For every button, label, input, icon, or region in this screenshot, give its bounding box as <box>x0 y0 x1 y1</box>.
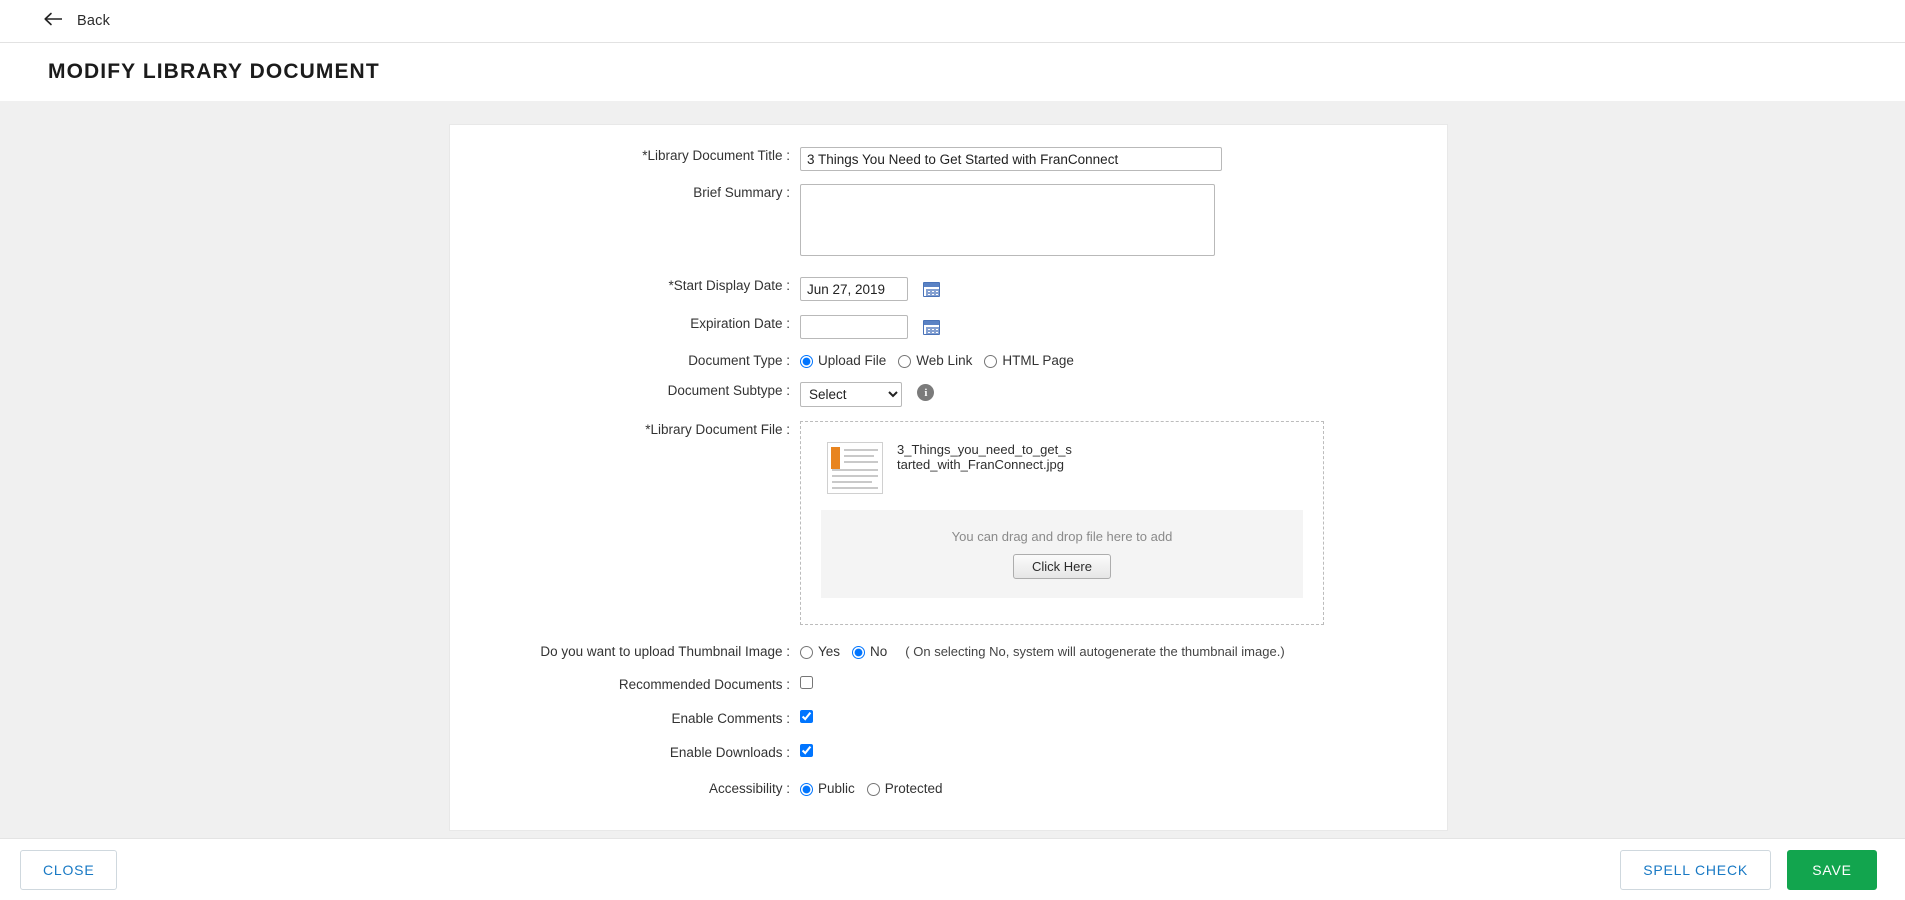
radio-label-html-page: HTML Page <box>1002 353 1074 368</box>
radio-document-type-upload-file[interactable] <box>800 352 886 370</box>
label-brief-summary: Brief Summary : <box>693 185 790 200</box>
library-document-title-input[interactable] <box>800 147 1222 171</box>
label-expiration-date: Expiration Date : <box>690 316 790 331</box>
field-enable-comments <box>800 710 1447 728</box>
label-enable-comments: Enable Comments : <box>671 711 790 726</box>
uploaded-file-name: 3_Things_you_need_to_get_started_with_FranConnect.jpg <box>897 442 1072 472</box>
footer-bar <box>0 838 1905 900</box>
page-title-bar <box>0 43 1905 101</box>
label-library-document-file: *Library Document File : <box>645 422 790 437</box>
radio-label-protected: Protected <box>884 781 943 796</box>
label-thumbnail-upload: Do you want to upload Thumbnail Image : <box>540 644 790 659</box>
radio-input-thumbnail-yes[interactable] <box>800 646 813 659</box>
radio-document-type-html-page[interactable] <box>984 352 1074 370</box>
row-brief-summary <box>450 184 1447 261</box>
back-button[interactable] <box>44 12 110 31</box>
radio-input-html-page[interactable] <box>984 355 997 368</box>
enable-downloads-checkbox[interactable] <box>800 744 813 757</box>
label-recommended-documents: Recommended Documents : <box>618 677 790 692</box>
row-expiration-date <box>450 315 1447 339</box>
radio-document-type-web-link[interactable] <box>898 352 972 370</box>
arrow-left-icon <box>44 12 63 31</box>
label-accessibility: Accessibility : <box>708 781 790 796</box>
radio-label-public: Public <box>818 781 855 796</box>
spell-check-button[interactable]: SPELL CHECK <box>1620 850 1771 890</box>
radio-input-upload-file[interactable] <box>800 355 813 368</box>
calendar-icon-expiration-date[interactable] <box>923 320 940 335</box>
label-library-document-title: *Library Document Title : <box>642 148 790 163</box>
field-library-document-title <box>800 147 1447 171</box>
page-title: MODIFY LIBRARY DOCUMENT <box>48 60 380 83</box>
field-enable-downloads <box>800 744 1447 762</box>
field-thumbnail-upload <box>800 643 1447 661</box>
row-document-type <box>450 352 1447 370</box>
field-document-subtype <box>800 382 1447 407</box>
file-dropzone[interactable] <box>800 421 1324 625</box>
radio-label-thumbnail-yes: Yes <box>818 644 841 659</box>
field-accessibility <box>800 780 1447 798</box>
radio-input-public[interactable] <box>800 783 813 796</box>
footer-actions <box>1620 850 1877 890</box>
drop-instruction-text: You can drag and drop file here to add <box>951 529 1173 544</box>
label-start-display-date: *Start Display Date : <box>668 278 790 293</box>
row-enable-comments <box>450 710 1447 728</box>
row-recommended-documents <box>450 676 1447 694</box>
uploaded-file-item <box>813 434 1311 504</box>
top-bar <box>0 0 1905 43</box>
row-accessibility <box>450 780 1447 798</box>
drop-target[interactable] <box>821 510 1303 598</box>
info-icon[interactable]: i <box>917 384 934 401</box>
field-brief-summary <box>800 184 1447 261</box>
brief-summary-textarea[interactable] <box>800 184 1215 256</box>
click-here-button[interactable]: Click Here <box>1013 554 1111 579</box>
back-label: Back <box>77 13 111 29</box>
save-button[interactable]: SAVE <box>1787 850 1877 890</box>
row-enable-downloads <box>450 744 1447 762</box>
document-form <box>450 125 1447 798</box>
enable-comments-checkbox[interactable] <box>800 710 813 723</box>
thumbnail-note: ( On selecting No, system will autogenerate the thumbnail image.) <box>905 644 1285 659</box>
radio-accessibility-protected[interactable] <box>867 780 943 798</box>
form-card <box>449 124 1448 831</box>
row-library-document-file <box>450 421 1447 625</box>
radio-label-upload-file: Upload File <box>818 353 887 368</box>
label-document-subtype: Document Subtype : <box>667 383 790 398</box>
radio-label-thumbnail-no: No <box>870 644 888 659</box>
row-start-display-date <box>450 277 1447 301</box>
close-button[interactable]: CLOSE <box>20 850 117 890</box>
field-document-type <box>800 352 1447 370</box>
field-start-display-date <box>800 277 1447 301</box>
radio-input-protected[interactable] <box>867 783 880 796</box>
radio-thumbnail-yes[interactable] <box>800 643 840 661</box>
radio-input-web-link[interactable] <box>898 355 911 368</box>
field-library-document-file <box>800 421 1447 625</box>
label-enable-downloads: Enable Downloads : <box>669 745 790 760</box>
field-expiration-date <box>800 315 1447 339</box>
document-subtype-select[interactable] <box>800 382 902 407</box>
content-area <box>0 101 1905 838</box>
start-display-date-input[interactable] <box>800 277 908 301</box>
radio-label-web-link: Web Link <box>916 353 973 368</box>
row-thumbnail-upload <box>450 643 1447 661</box>
row-document-subtype <box>450 382 1447 407</box>
expiration-date-input[interactable] <box>800 315 908 339</box>
field-recommended-documents <box>800 676 1447 694</box>
radio-input-thumbnail-no[interactable] <box>852 646 865 659</box>
row-library-document-title <box>450 147 1447 171</box>
file-thumbnail <box>827 442 883 494</box>
label-document-type: Document Type : <box>688 353 790 368</box>
radio-accessibility-public[interactable] <box>800 780 855 798</box>
radio-thumbnail-no[interactable] <box>852 643 887 661</box>
recommended-documents-checkbox[interactable] <box>800 676 813 689</box>
calendar-icon-start-date[interactable] <box>923 282 940 297</box>
